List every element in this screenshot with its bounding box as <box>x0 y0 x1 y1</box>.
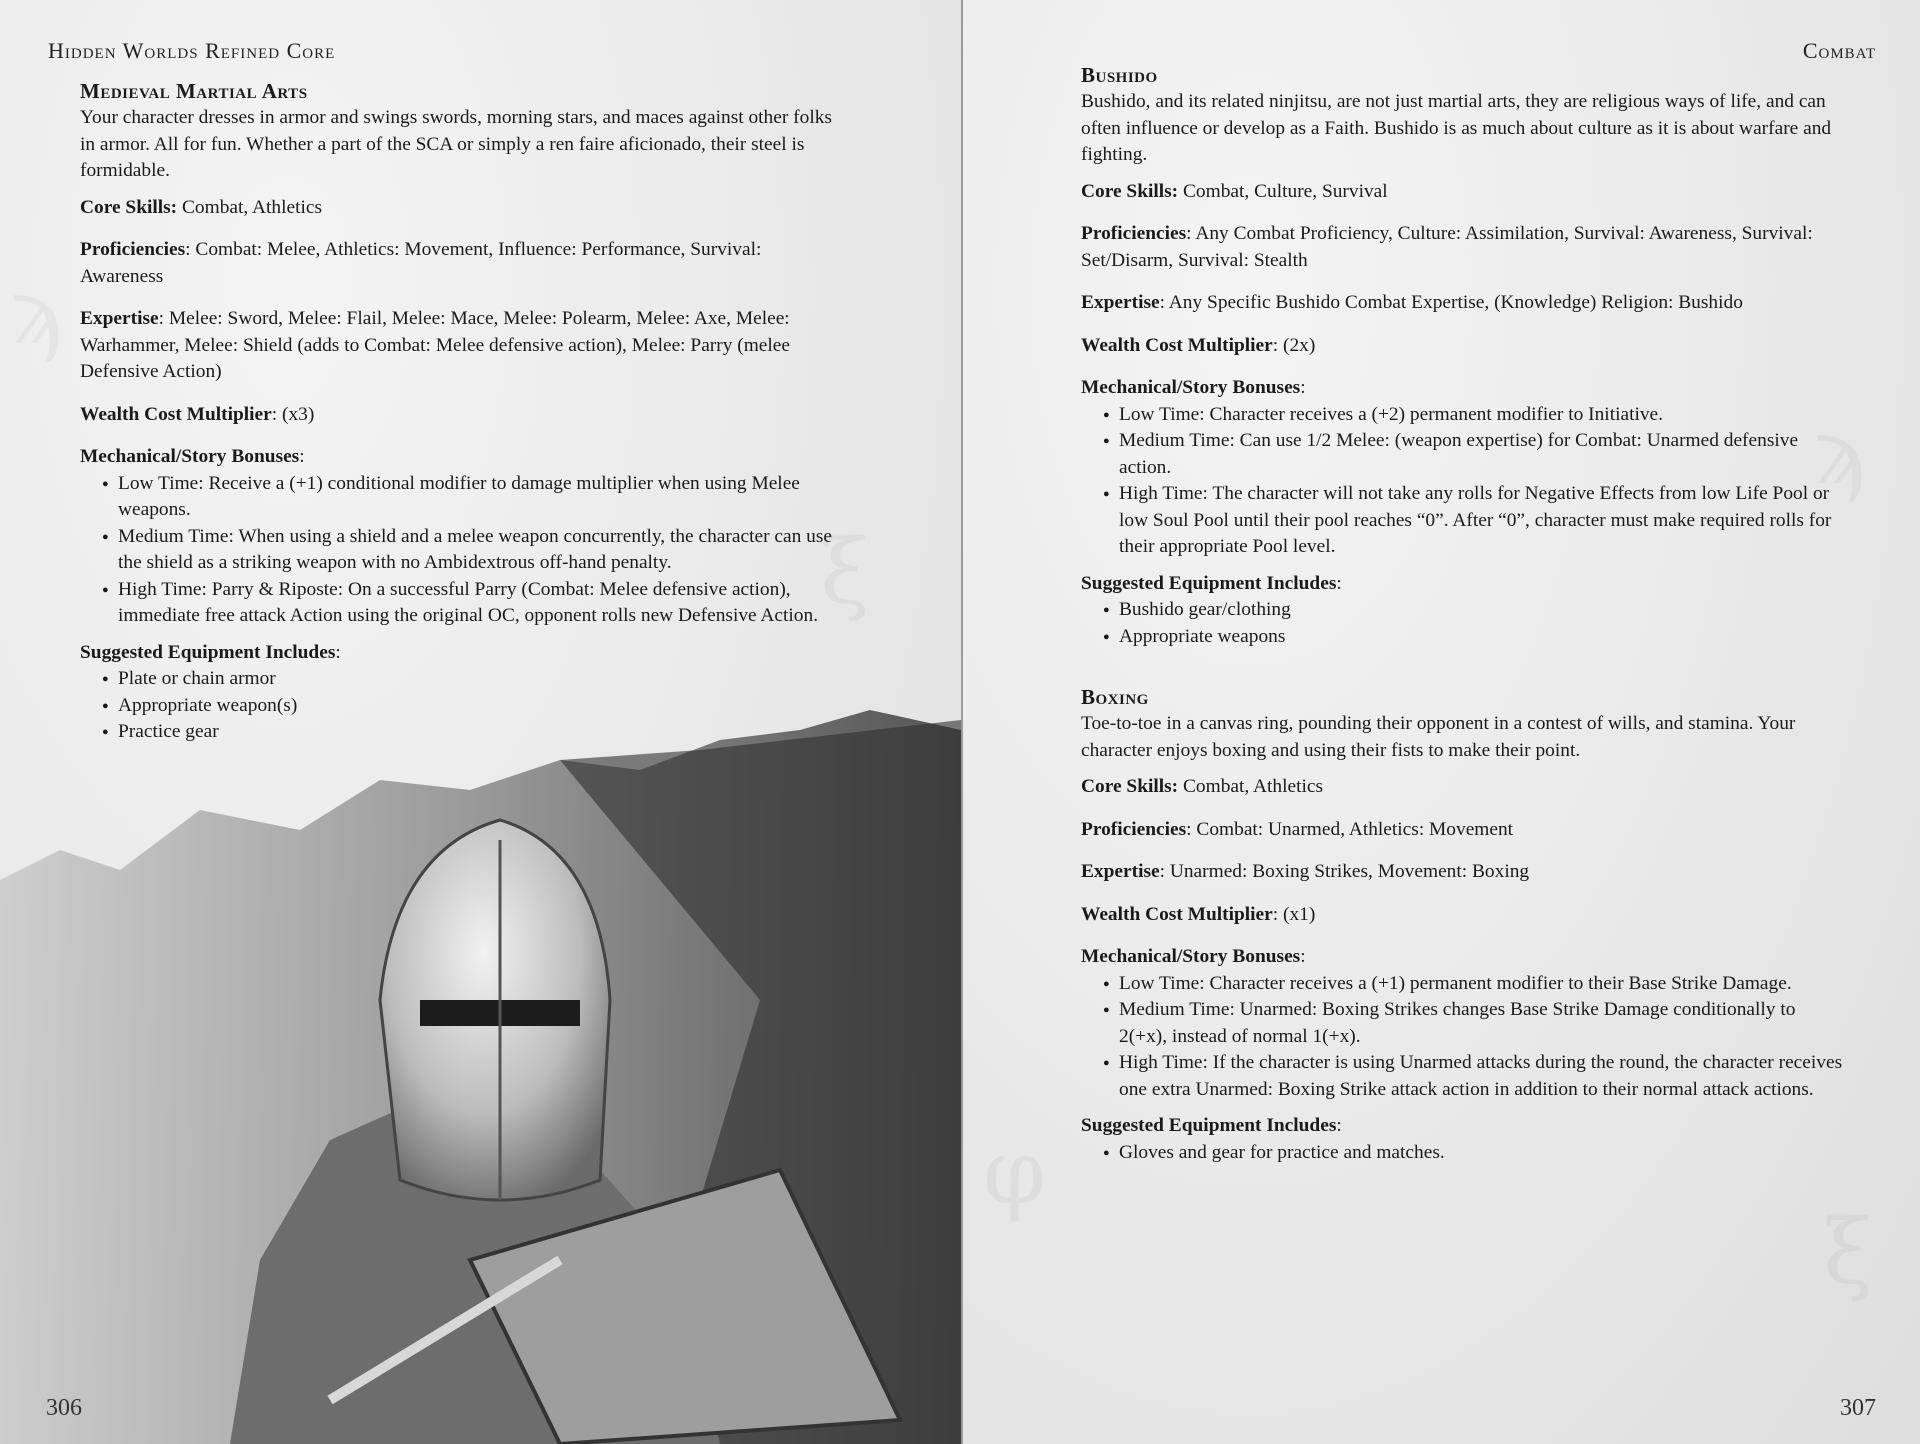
equipment-heading: Suggested Equipment Includes: <box>1081 572 1342 594</box>
running-head: Hidden Worlds Refined Core <box>48 38 336 63</box>
list-item: ● Plate or chain armor <box>102 666 840 693</box>
bonuses-heading: Mechanical/Story Bonuses: <box>1081 377 1306 398</box>
section-title: Boxing <box>1081 685 1149 709</box>
section-intro: Toe-to-toe in a canvas ring, pounding their opponent in a contest of wills, and stamina. Your character enjoys boxing and using their fists to make their point. <box>1081 713 1796 761</box>
list-item: ● Low Time: Character receives a (+1) permanent modifier to their Base Strike Damage. <box>1103 971 1843 998</box>
wealth-cost-multiplier: Wealth Cost Multiplier: (x3) <box>80 403 315 425</box>
equipment-list <box>80 666 840 746</box>
right-column <box>1081 62 1843 1176</box>
list-item: ● Medium Time: Unarmed: Boxing Strikes changes Base Strike Damage conditionally to 2(+x), instead of normal 1(+x). <box>1103 997 1843 1050</box>
list-item: ● High Time: The character will not take any rolls for Negative Effects from low Life Pool or low Soul Pool until their pool reaches “0”. After “0”, character must make required rolls for their appropriate Pool level. <box>1103 481 1843 561</box>
section-title: Bushido <box>1081 63 1158 87</box>
background-glyph <box>1823 1200 1873 1305</box>
expertise: Expertise: Any Specific Bushido Combat Expertise, (Knowledge) Religion: Bushido <box>1081 292 1743 313</box>
list-item: ● Low Time: Receive a (+1) conditional modifier to damage multiplier when using Melee weapons. <box>102 471 840 524</box>
section-intro: Bushido, and its related ninjitsu, are not just martial arts, they are religious ways of life, and can often influence or develop as a Faith. Bushido is as much about culture as it is about warfare and fighting. <box>1081 91 1832 165</box>
list-item: ● Bushido gear/clothing <box>1103 597 1843 624</box>
equipment-heading: Suggested Equipment Includes: <box>80 641 341 663</box>
equipment-list <box>1081 597 1843 650</box>
expertise: Expertise: Unarmed: Boxing Strikes, Movement: Boxing <box>1081 861 1530 882</box>
list-item: ● Practice gear <box>102 719 840 746</box>
bonuses-heading: Mechanical/Story Bonuses: <box>1081 946 1306 967</box>
bonuses-list <box>1081 402 1843 561</box>
bonuses-list <box>80 471 840 630</box>
core-skills: Core Skills: Combat, Culture, Survival <box>1081 180 1388 202</box>
list-item: ● Appropriate weapons <box>1103 624 1843 651</box>
right-page <box>963 0 1920 1444</box>
page-number: 306 <box>46 1395 82 1421</box>
list-item: ● Medium Time: Can use 1/2 Melee: (weapon expertise) for Combat: Unarmed defensive action. <box>1103 428 1843 481</box>
background-glyph <box>10 260 62 365</box>
list-item: ● Medium Time: When using a shield and a melee weapon concurrently, the character can use the shield as a striking weapon with no Ambidextrous off-hand penalty. <box>102 524 840 577</box>
section-intro: Your character dresses in armor and swings swords, morning stars, and maces against other folks in armor. All for fun. Whether a part of the SCA or simply a ren faire aficionado, their steel is formidable. <box>80 107 832 181</box>
page-number: 307 <box>1840 1395 1876 1421</box>
expertise: Expertise: Melee: Sword, Melee: Flail, Melee: Mace, Melee: Polearm, Melee: Axe, Melee: Warhammer, Melee: Shield (adds to Combat: Melee defensive action), Melee: Parry (melee Defensive Action) <box>80 308 791 382</box>
equipment-heading: Suggested Equipment Includes: <box>1081 1115 1342 1136</box>
proficiencies: Proficiencies: Any Combat Proficiency, Culture: Assimilation, Survival: Awareness, Survival: Set/Disarm, Survival: Stealth <box>1081 223 1813 271</box>
wealth-cost-multiplier: Wealth Cost Multiplier: (x1) <box>1081 903 1316 925</box>
section-bushido <box>1081 62 1843 650</box>
section-boxing <box>1081 684 1843 1166</box>
proficiencies: Proficiencies: Combat: Unarmed, Athletics: Movement <box>1081 818 1514 840</box>
section-title: Medieval Martial Arts <box>80 79 308 103</box>
core-skills: Core Skills: Combat, Athletics <box>80 196 323 218</box>
knight-illustration <box>0 700 961 1444</box>
list-item: ● Gloves and gear for practice and matches. <box>1103 1140 1843 1167</box>
wealth-cost-multiplier: Wealth Cost Multiplier: (2x) <box>1081 334 1316 356</box>
list-item: ● Low Time: Character receives a (+2) permanent modifier to Initiative. <box>1103 402 1843 429</box>
equipment-list <box>1081 1140 1843 1167</box>
running-head: Combat <box>1802 38 1876 63</box>
list-item: ● High Time: Parry & Riposte: On a successful Parry (Combat: Melee defensive action), immediate free attack Action using the original OC, opponent rolls new Defensive Action. <box>102 577 840 630</box>
background-glyph <box>983 1120 1046 1225</box>
proficiencies: Proficiencies: Combat: Melee, Athletics: Movement, Influence: Performance, Survival: Awareness <box>80 239 762 287</box>
list-item: ● High Time: If the character is using Unarmed attacks during the round, the character receives one extra Unarmed: Boxing Strike attack action in addition to their normal attack actions. <box>1103 1050 1843 1103</box>
bonuses-heading: Mechanical/Story Bonuses: <box>80 446 305 467</box>
list-item: ● Appropriate weapon(s) <box>102 693 840 720</box>
bonuses-list <box>1081 971 1843 1104</box>
section-medieval-martial-arts <box>80 78 840 756</box>
core-skills: Core Skills: Combat, Athletics <box>1081 776 1324 797</box>
